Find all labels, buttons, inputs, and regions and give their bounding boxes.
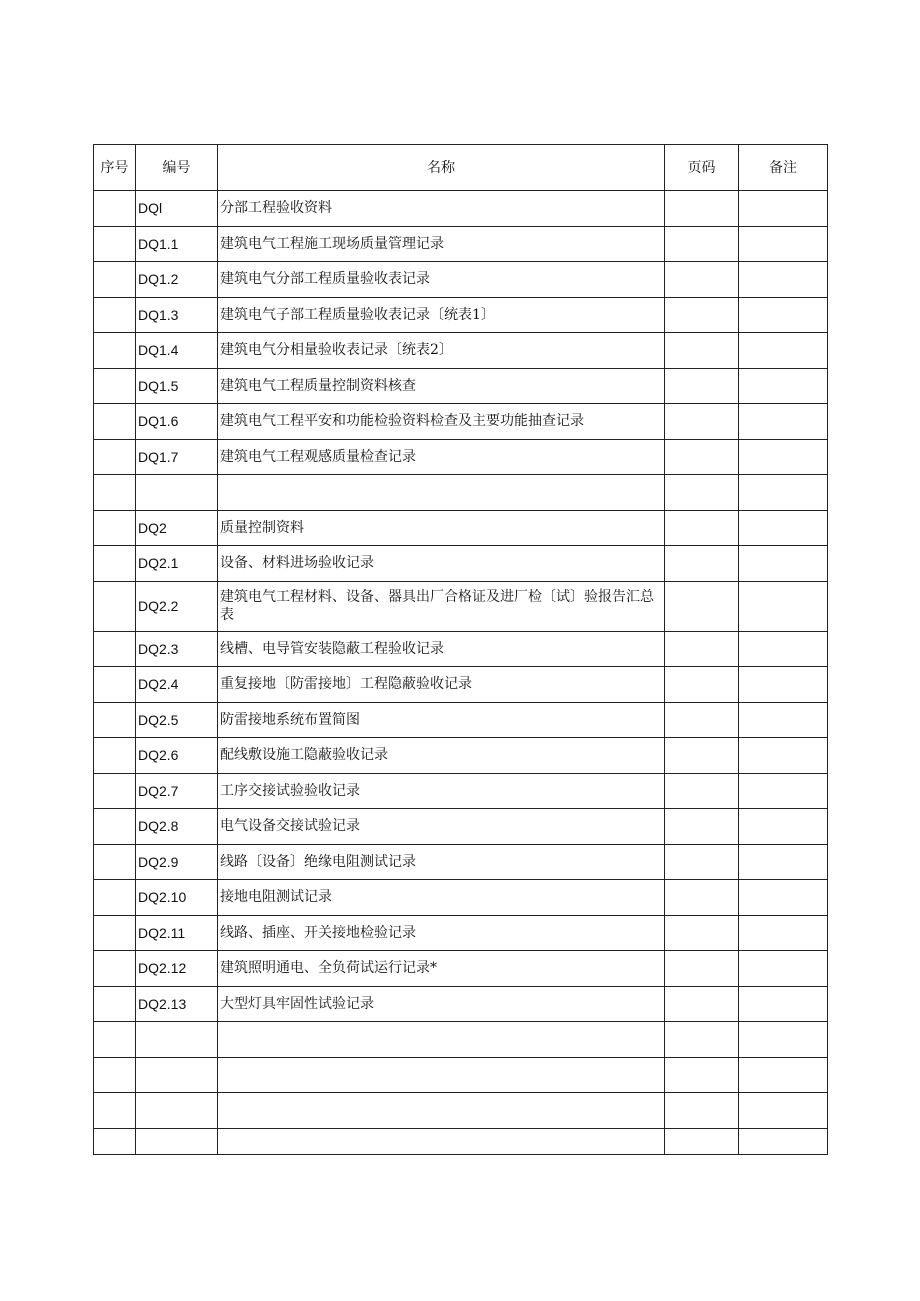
name-cell [218, 1128, 665, 1154]
table-row [94, 581, 828, 631]
note-cell [739, 581, 828, 631]
seq-cell [94, 915, 136, 951]
page-cell [665, 809, 739, 845]
page-cell [665, 738, 739, 774]
page-cell [665, 631, 739, 667]
name-cell: 建筑电气分相量验收表记录〔统表2〕 [218, 333, 665, 369]
code-cell: DQ1.2 [136, 262, 218, 298]
page-cell [665, 404, 739, 440]
note-cell [739, 631, 828, 667]
code-cell: DQ2.11 [136, 915, 218, 951]
seq-cell [94, 809, 136, 845]
seq-cell [94, 368, 136, 404]
name-cell: 接地电阻测试记录 [218, 880, 665, 916]
seq-cell [94, 986, 136, 1022]
code-cell: DQ2 [136, 510, 218, 546]
seq-cell [94, 475, 136, 511]
page-cell [665, 986, 739, 1022]
seq-cell [94, 844, 136, 880]
name-cell: 分部工程验收资料 [218, 191, 665, 227]
code-cell: DQ2.9 [136, 844, 218, 880]
seq-cell [94, 1022, 136, 1058]
code-cell: DQ2.7 [136, 773, 218, 809]
seq-cell [94, 1093, 136, 1129]
name-cell: 建筑电气工程观感质量检查记录 [218, 439, 665, 475]
name-cell: 线槽、电导管安装隐蔽工程验收记录 [218, 631, 665, 667]
code-cell [136, 1128, 218, 1154]
page-cell [665, 297, 739, 333]
note-cell [739, 915, 828, 951]
table-row [94, 226, 828, 262]
name-cell: 质量控制资料 [218, 510, 665, 546]
page-cell [665, 1022, 739, 1058]
code-cell [136, 475, 218, 511]
table-row [94, 333, 828, 369]
code-cell: DQ1.5 [136, 368, 218, 404]
code-cell: DQ2.10 [136, 880, 218, 916]
note-cell [739, 844, 828, 880]
name-cell: 建筑电气工程质量控制资料核查 [218, 368, 665, 404]
note-cell [739, 368, 828, 404]
page-cell [665, 1128, 739, 1154]
header-name: 名称 [218, 145, 665, 191]
header-row [94, 145, 828, 191]
seq-cell [94, 439, 136, 475]
page-cell [665, 439, 739, 475]
table-row [94, 809, 828, 845]
code-cell: DQ2.13 [136, 986, 218, 1022]
note-cell [739, 880, 828, 916]
table-row [94, 404, 828, 440]
code-cell: DQ2.1 [136, 546, 218, 582]
name-cell: 建筑电气工程平安和功能检验资料检查及主要功能抽查记录 [218, 404, 665, 440]
table-row [94, 915, 828, 951]
name-cell: 建筑电气工程施工现场质量管理记录 [218, 226, 665, 262]
table-row [94, 475, 828, 511]
header-note: 备注 [739, 145, 828, 191]
note-cell [739, 475, 828, 511]
name-cell: 建筑照明通电、全负荷试运行记录* [218, 951, 665, 987]
page-cell [665, 510, 739, 546]
code-cell [136, 1022, 218, 1058]
name-cell [218, 1093, 665, 1129]
table-body [94, 191, 828, 1155]
header-code: 编号 [136, 145, 218, 191]
code-cell: DQ1.4 [136, 333, 218, 369]
name-cell [218, 475, 665, 511]
seq-cell [94, 738, 136, 774]
seq-cell [94, 702, 136, 738]
table-row [94, 546, 828, 582]
name-cell: 工序交接试验验收记录 [218, 773, 665, 809]
code-cell [136, 1093, 218, 1129]
name-cell: 建筑电气分部工程质量验收表记录 [218, 262, 665, 298]
name-cell [218, 1022, 665, 1058]
code-cell: DQ2.6 [136, 738, 218, 774]
page-cell [665, 546, 739, 582]
seq-cell [94, 951, 136, 987]
note-cell [739, 738, 828, 774]
seq-cell [94, 333, 136, 369]
name-cell: 电气设备交接试验记录 [218, 809, 665, 845]
seq-cell [94, 1057, 136, 1093]
table-row [94, 880, 828, 916]
seq-cell [94, 510, 136, 546]
seq-cell [94, 226, 136, 262]
code-cell: DQ1.6 [136, 404, 218, 440]
page-cell [665, 844, 739, 880]
seq-cell [94, 1128, 136, 1154]
name-cell: 大型灯具牢固性试验记录 [218, 986, 665, 1022]
code-cell: DQ1.7 [136, 439, 218, 475]
name-cell: 重复接地〔防雷接地〕工程隐蔽验收记录 [218, 667, 665, 703]
note-cell [739, 1093, 828, 1129]
page-cell [665, 333, 739, 369]
name-cell: 线路、插座、开关接地检验记录 [218, 915, 665, 951]
table-row [94, 702, 828, 738]
document-table [93, 144, 828, 1155]
note-cell [739, 439, 828, 475]
seq-cell [94, 191, 136, 227]
header-page: 页码 [665, 145, 739, 191]
code-cell [136, 1057, 218, 1093]
code-cell: DQ2.5 [136, 702, 218, 738]
table-row [94, 667, 828, 703]
name-cell: 设备、材料进场验收记录 [218, 546, 665, 582]
code-cell: DQ2.8 [136, 809, 218, 845]
table-row [94, 262, 828, 298]
table-row [94, 844, 828, 880]
table-row [94, 951, 828, 987]
note-cell [739, 951, 828, 987]
table-row [94, 773, 828, 809]
note-cell [739, 262, 828, 298]
table-row [94, 368, 828, 404]
page-cell [665, 951, 739, 987]
note-cell [739, 510, 828, 546]
note-cell [739, 986, 828, 1022]
header-seq: 序号 [94, 145, 136, 191]
note-cell [739, 667, 828, 703]
table-row [94, 631, 828, 667]
seq-cell [94, 404, 136, 440]
page-cell [665, 667, 739, 703]
seq-cell [94, 631, 136, 667]
code-cell: DQ2.3 [136, 631, 218, 667]
note-cell [739, 1057, 828, 1093]
seq-cell [94, 262, 136, 298]
name-cell: 配线敷设施工隐蔽验收记录 [218, 738, 665, 774]
note-cell [739, 191, 828, 227]
seq-cell [94, 546, 136, 582]
code-cell: DQ2.12 [136, 951, 218, 987]
name-cell: 建筑电气工程材料、设备、器具出厂合格证及进厂检〔试〕验报告汇总表 [218, 581, 665, 631]
note-cell [739, 546, 828, 582]
table-row [94, 1022, 828, 1058]
name-cell: 防雷接地系统布置简图 [218, 702, 665, 738]
note-cell [739, 1022, 828, 1058]
code-cell: DQ2.2 [136, 581, 218, 631]
page-cell [665, 191, 739, 227]
table-row [94, 986, 828, 1022]
code-cell: DQl [136, 191, 218, 227]
table-row [94, 1057, 828, 1093]
table-row [94, 297, 828, 333]
seq-cell [94, 880, 136, 916]
page-cell [665, 1093, 739, 1129]
page-cell [665, 1057, 739, 1093]
note-cell [739, 702, 828, 738]
name-cell: 线路〔设备〕绝缘电阻测试记录 [218, 844, 665, 880]
page-cell [665, 880, 739, 916]
page-cell [665, 475, 739, 511]
seq-cell [94, 297, 136, 333]
note-cell [739, 226, 828, 262]
note-cell [739, 404, 828, 440]
code-cell: DQ2.4 [136, 667, 218, 703]
name-cell: 建筑电气子部工程质量验收表记录〔统表1〕 [218, 297, 665, 333]
page-cell [665, 915, 739, 951]
note-cell [739, 297, 828, 333]
page-cell [665, 262, 739, 298]
seq-cell [94, 581, 136, 631]
table-row [94, 510, 828, 546]
table-row [94, 1128, 828, 1154]
page-cell [665, 773, 739, 809]
code-cell: DQ1.3 [136, 297, 218, 333]
page-cell [665, 581, 739, 631]
page-cell [665, 368, 739, 404]
page-cell [665, 702, 739, 738]
table-row [94, 191, 828, 227]
seq-cell [94, 773, 136, 809]
note-cell [739, 809, 828, 845]
note-cell [739, 333, 828, 369]
seq-cell [94, 667, 136, 703]
table-row [94, 439, 828, 475]
table-row [94, 738, 828, 774]
name-cell [218, 1057, 665, 1093]
note-cell [739, 1128, 828, 1154]
note-cell [739, 773, 828, 809]
code-cell: DQ1.1 [136, 226, 218, 262]
page-cell [665, 226, 739, 262]
table-row [94, 1093, 828, 1129]
